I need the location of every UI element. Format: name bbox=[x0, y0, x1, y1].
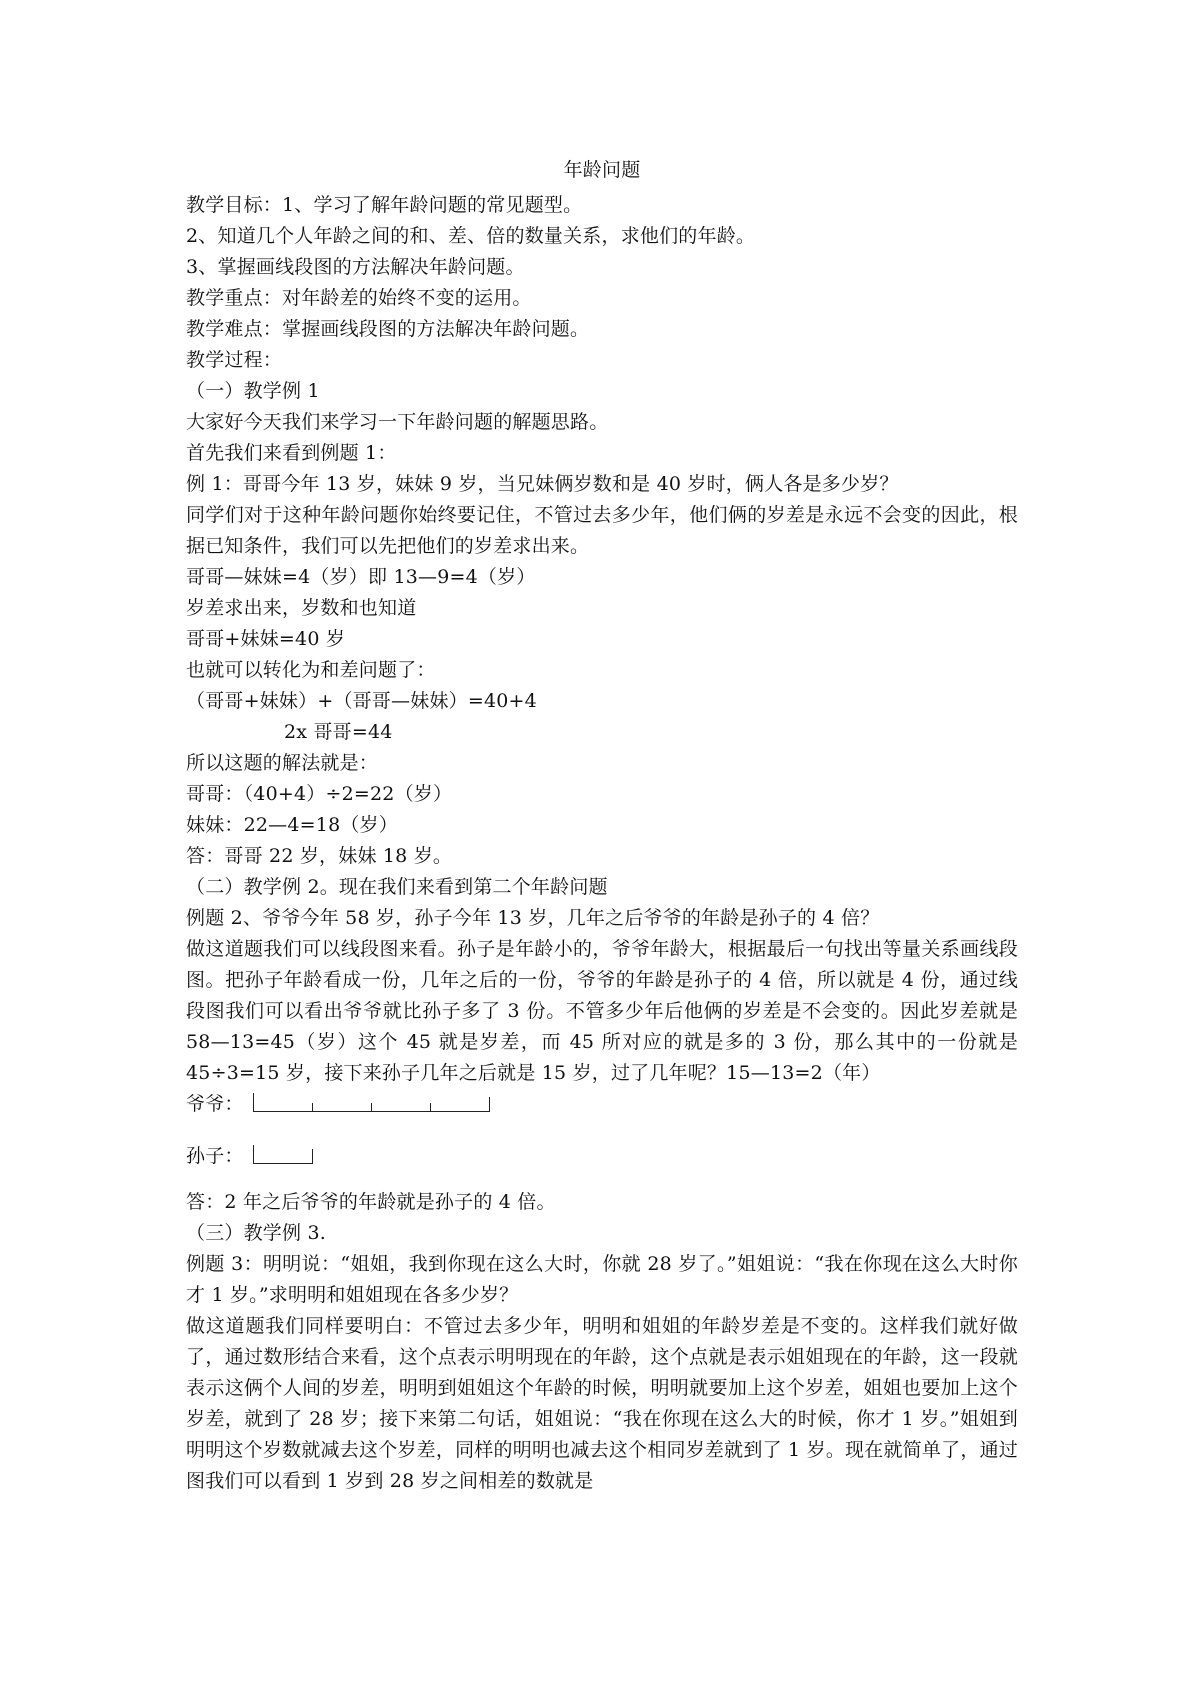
example-3-question: 例题 3：明明说：“姐姐，我到你现在这么大时，你就 28 岁了。”姐姐说：“我在你现在这么大时你才 1 岁。”求明明和姐姐现在各多少岁？ bbox=[186, 1253, 1018, 1306]
goal-line-1: 教学目标：1、学习了解年龄问题的常见题型。 bbox=[186, 194, 583, 216]
example-2-explanation: 做这道题我们可以线段图来看。孙子是年龄小的，爷爷年龄大，根据最后一句找出等量关系画线段图。把孙子年龄看成一份，几年之后的一份，爷爷的年龄是孙子的 4 倍，所以就是 4 份，通过线段图我们可以看出爷爷就比孙子多了 3 份。不管多少年后他俩的岁差是不会变的。因此岁差就是 58—13=45（岁）这个 45 就是岁差，而 45 所对应的就是多的 3 份，那么其中的一份就是 45÷3=15 岁，接下来孙子几年之后就是 15 岁，过了几年呢？15—13=2（年） bbox=[186, 938, 1018, 1084]
grandpa-line-diagram bbox=[186, 1089, 1018, 1141]
process-heading: 教学过程： bbox=[186, 349, 283, 371]
section-1-heading: （一）教学例 1 bbox=[186, 380, 320, 402]
grandpa-unit-tick bbox=[430, 1103, 431, 1111]
brother-solution: 哥哥：（40+4）÷2=22（岁） bbox=[186, 783, 453, 805]
example-2-answer: 答：2 年之后爷爷的年龄就是孙子的 4 倍。 bbox=[186, 1191, 556, 1213]
grandson-line-diagram bbox=[186, 1141, 1018, 1187]
intro-line: 大家好今天我们来学习一下年龄问题的解题思路。 bbox=[186, 411, 609, 433]
example-1-explanation: 同学们对于这种年龄问题你始终要记住，不管过去多少年，他们俩的岁差是永远不会变的因此，根据已知条件，我们可以先把他们的岁差求出来。 bbox=[186, 504, 1018, 557]
section-2-heading: （二）教学例 2。现在我们来看到第二个年龄问题 bbox=[186, 876, 608, 898]
sister-solution: 妹妹：22—4=18（岁） bbox=[186, 814, 398, 836]
age-sum-formula: 哥哥+妹妹=40 岁 bbox=[186, 628, 346, 650]
difficulty-line: 教学难点：掌握画线段图的方法解决年龄问题。 bbox=[186, 318, 590, 340]
example-1-intro: 首先我们来看到例题 1： bbox=[186, 442, 397, 464]
grandson-unit-tick bbox=[312, 1149, 313, 1163]
grandson-label: 孙子： bbox=[186, 1145, 244, 1167]
example-1-answer: 答：哥哥 22 岁，妹妹 18 岁。 bbox=[186, 845, 453, 867]
grandpa-unit-tick bbox=[371, 1103, 372, 1111]
grandpa-unit-tick bbox=[312, 1103, 313, 1111]
age-sum-known: 岁差求出来，岁数和也知道 bbox=[186, 597, 417, 619]
example-1-question: 例 1：哥哥今年 13 岁，妹妹 9 岁，当兄妹俩岁数和是 40 岁时，俩人各是多少岁？ bbox=[186, 473, 899, 495]
example-2-question: 例题 2、爷爷今年 58 岁，孙子今年 13 岁，几年之后爷爷的年龄是孙子的 4 倍？ bbox=[186, 907, 880, 929]
grandson-segment bbox=[253, 1145, 313, 1164]
key-point-line: 教学重点：对年龄差的始终不变的运用。 bbox=[186, 287, 532, 309]
age-difference-formula: 哥哥—妹妹=4（岁）即 13—9=4（岁） bbox=[186, 566, 536, 588]
sum-difference-formula: （哥哥+妹妹）+（哥哥—妹妹）=40+4 bbox=[186, 690, 537, 712]
grandpa-label: 爷爷： bbox=[186, 1093, 244, 1115]
grandpa-segment bbox=[253, 1093, 490, 1112]
document-body bbox=[186, 155, 1018, 1497]
example-3-explanation: 做这道题我们同样要明白：不管过去多少年，明明和姐姐的年龄岁差是不变的。这样我们就好做了，通过数形结合来看，这个点表示明明现在的年龄，这个点就是表示姐姐现在的年龄，这一段就表示这俩个人间的岁差，明明到姐姐这个年龄的时候，明明就要加上这个岁差，姐姐也要加上这个岁差，就到了 28 岁；接下来第二句话，姐姐说：“我在你现在这么大的时候，你才 1 岁。”姐姐到明明这个岁数就减去这个岁差，同样的明明也减去这个相同岁差就到了 1 岁。现在就简单了，通过图我们可以看到 1 岁到 28 岁之间相差的数就是 bbox=[186, 1315, 1018, 1492]
section-3-heading: （三）教学例 3. bbox=[186, 1222, 326, 1244]
grandpa-unit-tick bbox=[489, 1097, 490, 1111]
goal-line-3: 3、掌握画线段图的方法解决年龄问题。 bbox=[186, 256, 525, 278]
goal-line-2: 2、知道几个人年龄之间的和、差、倍的数量关系，求他们的年龄。 bbox=[186, 225, 756, 247]
conversion-line: 也就可以转化为和差问题了： bbox=[186, 659, 436, 681]
double-brother-formula: 2x 哥哥=44 bbox=[284, 721, 393, 743]
solution-intro: 所以这题的解法就是： bbox=[186, 752, 379, 774]
document-title: 年龄问题 bbox=[563, 159, 641, 181]
